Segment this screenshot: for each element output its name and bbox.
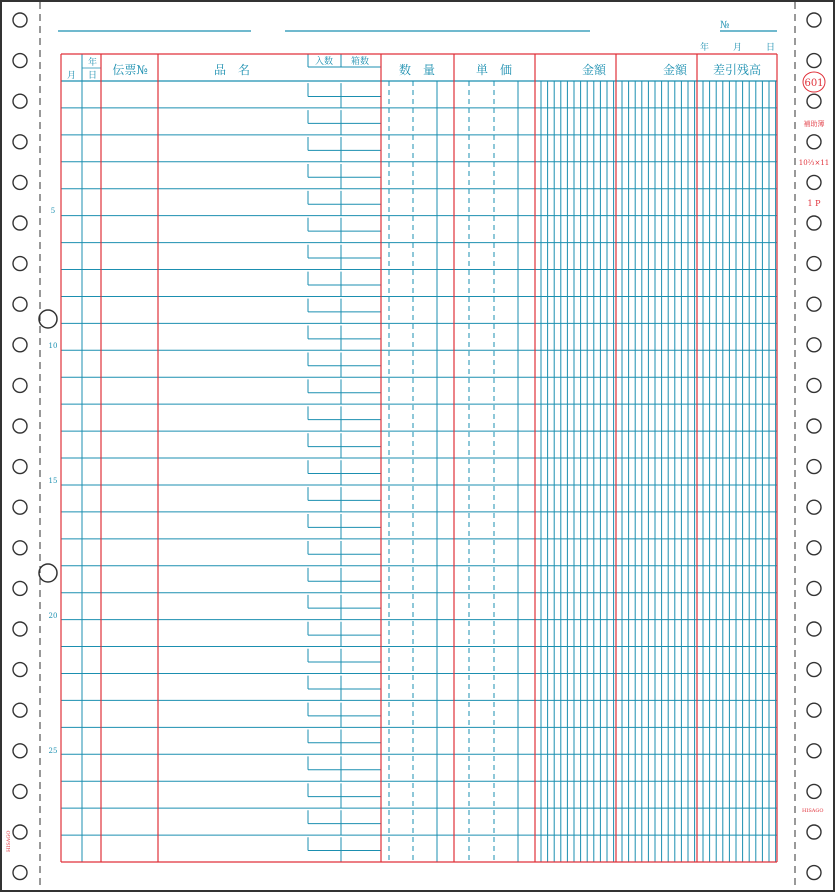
feed-hole — [807, 744, 821, 758]
row-number-5: 5 — [50, 207, 56, 215]
row-number-15: 15 — [48, 477, 58, 485]
col-qty-per-case: 入数 — [314, 57, 334, 67]
feed-hole — [807, 825, 821, 839]
col-month: 月 — [67, 71, 77, 81]
feed-hole — [13, 744, 27, 758]
feed-hole — [13, 419, 27, 433]
feed-hole — [13, 378, 27, 392]
feed-hole — [13, 622, 27, 636]
page-count: 1 P — [807, 199, 821, 208]
maker-logo-right: HISAGO — [802, 808, 824, 814]
left-feed-holes — [13, 13, 27, 880]
binder-hole-upper — [39, 310, 57, 328]
feed-hole — [807, 866, 821, 880]
feed-hole — [807, 581, 821, 595]
feed-hole — [13, 581, 27, 595]
feed-hole — [13, 338, 27, 352]
feed-hole — [13, 703, 27, 717]
feed-hole — [807, 663, 821, 677]
col-amount-2: 金額 — [662, 63, 687, 77]
feed-hole — [807, 135, 821, 149]
feed-hole — [807, 784, 821, 798]
feed-hole — [807, 257, 821, 271]
maker-logo-left: HISAGO — [6, 830, 12, 852]
feed-hole — [13, 866, 27, 880]
feed-hole — [807, 54, 821, 68]
feed-hole — [807, 622, 821, 636]
feed-hole — [13, 297, 27, 311]
feed-hole — [807, 419, 821, 433]
no-label: № — [720, 20, 730, 31]
feed-hole — [13, 94, 27, 108]
form-size: 10⅔×11 — [798, 159, 830, 167]
feed-hole — [807, 94, 821, 108]
book-type: 補助簿 — [803, 120, 825, 128]
feed-hole — [13, 216, 27, 230]
feed-hole — [807, 216, 821, 230]
feed-hole — [13, 663, 27, 677]
feed-hole — [13, 175, 27, 189]
header-date-year: 年 — [700, 43, 710, 53]
col-cases: 箱数 — [350, 57, 370, 67]
col-amount-1: 金額 — [581, 63, 606, 77]
feed-hole — [13, 500, 27, 514]
feed-hole — [807, 500, 821, 514]
binder-hole-lower — [39, 564, 57, 582]
col-balance: 差引残高 — [712, 63, 762, 77]
feed-hole — [13, 135, 27, 149]
feed-hole — [807, 460, 821, 474]
row-number-20: 20 — [48, 612, 58, 620]
feed-hole — [807, 175, 821, 189]
form-no: 601 — [804, 78, 824, 89]
feed-hole — [13, 13, 27, 27]
feed-hole — [807, 297, 821, 311]
feed-hole — [13, 257, 27, 271]
feed-hole — [13, 54, 27, 68]
col-quantity: 数 量 — [398, 63, 436, 77]
feed-hole — [13, 460, 27, 474]
col-slip-no: 伝票№ — [112, 63, 148, 77]
col-day: 日 — [88, 71, 98, 81]
feed-hole — [807, 338, 821, 352]
feed-hole — [13, 784, 27, 798]
col-unit-price: 単 価 — [475, 63, 513, 77]
header-date-day: 日 — [766, 43, 776, 53]
header-date-month: 月 — [733, 43, 743, 53]
feed-hole — [807, 13, 821, 27]
right-feed-holes — [807, 13, 821, 880]
row-number-25: 25 — [48, 747, 58, 755]
col-item-name: 品 名 — [213, 63, 251, 77]
col-year: 年 — [88, 58, 98, 68]
feed-hole — [13, 541, 27, 555]
row-number-10: 10 — [48, 342, 58, 350]
feed-hole — [807, 541, 821, 555]
feed-hole — [807, 378, 821, 392]
blue-grid — [61, 54, 777, 862]
feed-hole — [807, 703, 821, 717]
feed-hole — [13, 825, 27, 839]
